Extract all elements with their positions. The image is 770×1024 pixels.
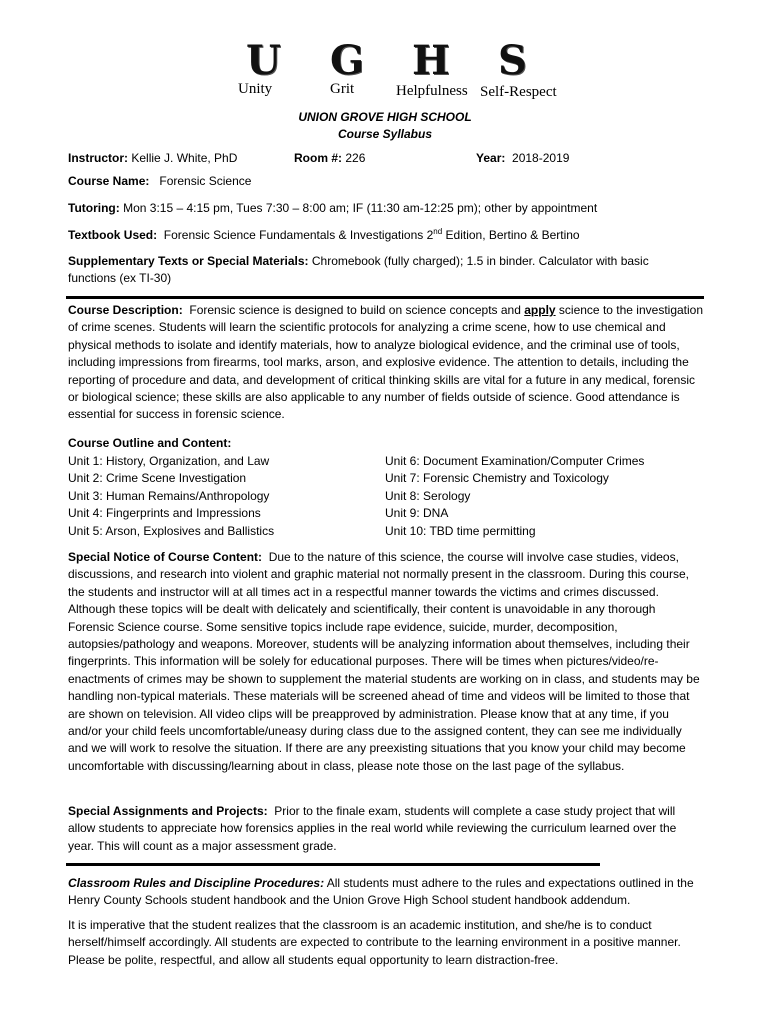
- school-name: UNION GROVE HIGH SCHOOL: [298, 110, 472, 124]
- course-name-line: [68, 173, 251, 190]
- course-name-label: Course Name:: [68, 174, 150, 188]
- textbook-line: [68, 227, 580, 244]
- supplementary-line-2: functions (ex TI-30): [68, 271, 172, 285]
- textbook-title: Forensic Science Fundamentals & Investigations 2: [163, 228, 434, 242]
- course-description-emphasis: apply: [524, 303, 556, 317]
- special-assignments-label: Special Assignments and Projects:: [68, 804, 268, 818]
- school-logo: [230, 37, 570, 102]
- course-description: [68, 302, 704, 424]
- unit-item: Unit 8: Serology: [385, 488, 471, 503]
- instructor-line: [68, 150, 237, 167]
- logo-letter-g: G: [330, 37, 365, 84]
- instructor-value: Kellie J. White, PhD: [131, 151, 238, 165]
- supplementary-label: Supplementary Texts or Special Materials:: [68, 254, 309, 268]
- textbook-label: Textbook Used:: [68, 228, 158, 242]
- unit-item: Unit 3: Human Remains/Anthropology: [68, 488, 270, 503]
- supplementary-value: Chromebook (fully charged); 1.5 in binder. Calculator with basic: [311, 254, 649, 268]
- logo-word-unity: Unity: [238, 81, 273, 97]
- course-description-text-start: Forensic science is designed to build on science concepts and: [189, 303, 521, 317]
- course-description-text-end: science to the investigation of crime scenes. Students will learn the scientific protocols for analyzing a crime scene, how to use chemical and physical methods to isolate and identify materials, how to analyze biological evidence, and the criminal use of tools, including impressions from firearms, tool marks, arson, and explosive evidence. The attention to details, including the reporting of procedure and data, and development of critical thinking skills are vital for a future in any medical, forensic or biological science; these skills are also applicable to any number of fields outside of science. Good attendance is essential for success in forensic science.: [68, 303, 704, 422]
- room-value: 226: [345, 151, 366, 165]
- units-right-column: [385, 453, 644, 540]
- divider: [66, 863, 600, 866]
- tutoring-line: [68, 200, 597, 217]
- course-description-label: Course Description:: [68, 303, 183, 317]
- year-line: [476, 150, 569, 167]
- instructor-label: Instructor:: [68, 151, 128, 165]
- classroom-rules-text: All students must adhere to the rules and expectations outlined in the Henry County Schools student handbook and the Union Grove High School student handbook addendum.: [68, 876, 694, 908]
- room-line: [294, 150, 365, 167]
- special-assignments-text: Prior to the finale exam, students will complete a case study project that will allow students to appreciate how forensics applies in the real world while reviewing the curriculum learned over the year. This will count as a major assessment grade.: [68, 804, 677, 853]
- classroom-rules-label: Classroom Rules and Discipline Procedures:: [68, 876, 325, 890]
- supplementary-line: [68, 253, 649, 270]
- special-notice-text: Due to the nature of this science, the course will involve case studies, videos, discussions, and research into violent and graphic material not normally present in the classroom. During this course, the students and instructor will at all times act in a respectful manner towards the victims and crimes discussed. Although these topics will be dealt with delicately and scientifically, their content is unavoidable in any thorough Forensic Science course. Some sensitive topics include rape evidence, suicide, murder, decomposition, autopsies/pathology and weapons. Moreover, students will be analyzing information about themselves, including their fingerprints. This information will be solely for educational purposes. There will be times when pictures/video/re-enactments of crimes may be shown to supplement the material students are working on in class, and students may be handling non-typical materials. These materials will be screened ahead of time and videos will be limited to those that are shown on television. All video clips will be preapproved by administration. Please know that at any time, if you and/or your child feels uncomfortable/uneasy during class due to the assigned content, they can see me individually and we will work to resolve the situation. If there are any preexisting situations that you know your child may become uncomfortable with discussing/learning about in class, please note those on the last page of the syllabus.: [68, 550, 700, 773]
- course-outline-label: [68, 435, 231, 452]
- classroom-rules: [68, 875, 704, 910]
- course-name-value: Forensic Science: [159, 174, 252, 188]
- divider: [66, 296, 704, 299]
- logo-letter-u: U: [246, 37, 281, 84]
- special-notice: [68, 549, 704, 775]
- units-left-column: [68, 453, 274, 540]
- unit-item: Unit 7: Forensic Chemistry and Toxicology: [385, 471, 609, 486]
- unit-item: Unit 9: DNA: [385, 506, 449, 521]
- tutoring-value: Mon 3:15 – 4:15 pm, Tues 7:30 – 8:00 am; IF (11:30 am-12:25 pm); other by appointment: [123, 201, 598, 215]
- classroom-conduct: It is imperative that the student realizes that the classroom is an academic institution, and she/he is to conduct herself/himself accordingly. All students are expected to contribute to the learning environment in a positive manner. Please be polite, respectful, and allow all students equal opportunity to learn distraction-free.: [68, 918, 681, 967]
- textbook-authors: Edition, Bertino & Bertino: [442, 228, 580, 242]
- logo-word-helpfulness: Helpfulness: [396, 83, 468, 99]
- unit-item: Unit 1: History, Organization, and Law: [68, 454, 270, 468]
- year-value: 2018-2019: [512, 151, 570, 165]
- unit-item: Unit 10: TBD time permitting: [385, 523, 536, 538]
- logo-letter-h: H: [412, 37, 450, 84]
- page-title: Course Syllabus: [337, 127, 433, 141]
- tutoring-label: Tutoring:: [68, 201, 120, 215]
- year-label: Year:: [476, 151, 506, 165]
- unit-item: Unit 4: Fingerprints and Impressions: [68, 506, 261, 521]
- unit-item: Unit 5: Arson, Explosives and Ballistics: [68, 523, 275, 538]
- special-notice-label: Special Notice of Course Content:: [68, 550, 263, 564]
- logo-letter-s: S: [498, 37, 527, 84]
- textbook-edition-sup: nd: [433, 227, 443, 236]
- course-outline-heading: Course Outline and Content:: [68, 436, 232, 450]
- logo-word-grit: Grit: [330, 81, 355, 97]
- unit-item: Unit 6: Document Examination/Computer Crimes: [385, 454, 645, 468]
- special-assignments: [68, 803, 704, 855]
- room-label: Room #:: [294, 151, 342, 165]
- logo-word-self-respect: Self-Respect: [480, 84, 557, 100]
- unit-item: Unit 2: Crime Scene Investigation: [68, 471, 247, 486]
